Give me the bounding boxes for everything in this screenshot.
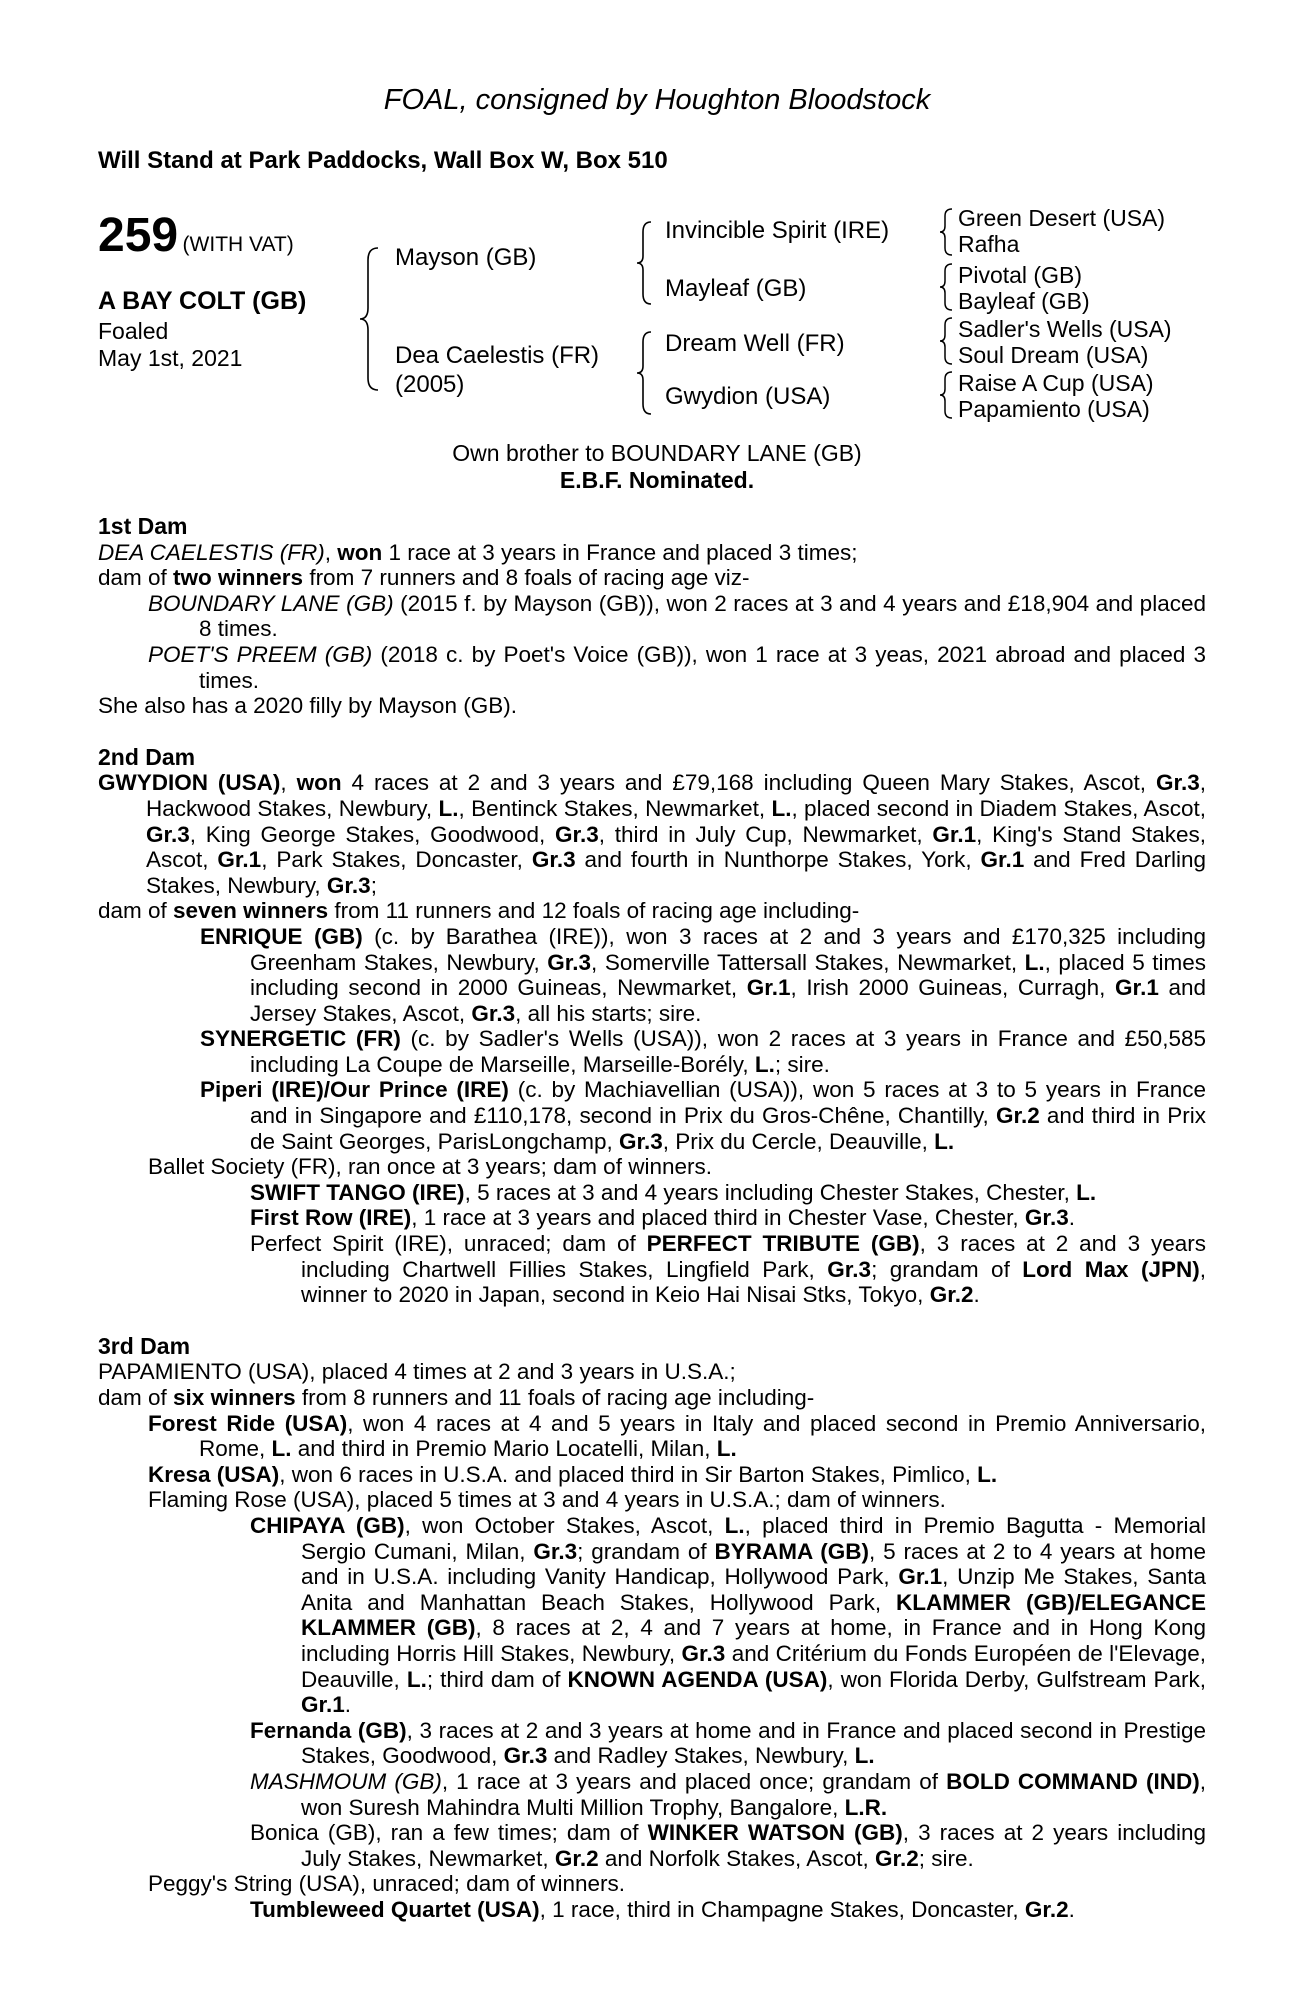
produce-piperi: Piperi (IRE)/Our Prince (IRE) (c. by Machiavellian (USA)), won 5 races at 3 to 5 years in France and in Singapore and £110,178, second in Prix du Gros-Chêne, Chantilly, Gr.2 and third in Prix de Saint Georges, ParisLongchamp, Gr.3, Prix du Cercle, Deauville, L. xyxy=(200,1077,1206,1154)
pedigree-sire: Mayson (GB) xyxy=(395,244,537,271)
pedigree-brace-g3-3 xyxy=(938,316,954,366)
ebf-nominated-note: E.B.F. Nominated. xyxy=(559,467,755,493)
produce-synergetic: SYNERGETIC (FR) (c. by Sadler's Wells (USA)), won 2 races at 3 years in France and £50,585 including La Coupe de Marseille, Marseille-Borély, L.; sire. xyxy=(200,1026,1206,1077)
lot-number: 259 xyxy=(98,209,179,262)
dam3-produce: dam of six winners from 8 runners and 11 foals of racing age including- xyxy=(98,1385,815,1410)
pedigree-g3-1: Green Desert (USA) xyxy=(958,205,1166,231)
pedigree-brace-g3-1 xyxy=(938,207,954,257)
own-brother-note: Own brother to BOUNDARY LANE (GB) xyxy=(452,440,862,466)
pedigree-g3-3: Pivotal (GB) xyxy=(958,262,1082,288)
produce-bonica: Bonica (GB), ran a few times; dam of WINKER WATSON (GB), 3 races at 2 years including July Stakes, Newmarket, Gr.2 and Norfolk Stakes, Ascot, Gr.2; sire. xyxy=(250,1820,1207,1871)
dam2-title: 2nd Dam xyxy=(98,743,196,770)
pedigree-brace-main xyxy=(358,246,380,392)
dam2-produce: dam of seven winners from 11 runners and 12 foals of racing age including- xyxy=(98,898,860,924)
pedigree-g3-7: Raise A Cup (USA) xyxy=(958,370,1154,396)
produce-first-row: First Row (IRE), 1 race at 3 years and placed third in Chester Vase, Chester, Gr.3. xyxy=(250,1205,1075,1231)
stand-location: Will Stand at Park Paddocks, Wall Box W, Box 510 xyxy=(98,147,668,174)
produce-swift-tango: SWIFT TANGO (IRE), 5 races at 3 and 4 years including Chester Stakes, Chester, L. xyxy=(250,1179,1097,1205)
produce-forest-ride: Forest Ride (USA), won 4 races at 4 and 5 years in Italy and placed second in Premio Anniversario, Rome, L. and third in Premio Mario Locatelli, Milan, L. xyxy=(148,1410,1207,1462)
pedigree-brace-sire xyxy=(635,220,653,306)
pedigree-brace-g3-4 xyxy=(938,370,954,420)
dam3-entry: PAPAMIENTO (USA), placed 4 times at 2 and 3 years in U.S.A.; xyxy=(98,1359,736,1385)
pedigree-dam: Dea Caelestis (FR) xyxy=(395,342,600,369)
pedigree-g3-8: Papamiento (USA) xyxy=(958,396,1150,422)
pedigree-g3-6: Soul Dream (USA) xyxy=(958,342,1149,368)
pedigree-sire-dam: Mayleaf (GB) xyxy=(665,275,807,302)
consignment-heading: FOAL, consigned by Houghton Bloodstock xyxy=(383,84,931,116)
foaled-date: May 1st, 2021 xyxy=(98,345,243,371)
produce-mashmoum: MASHMOUM (GB), 1 race at 3 years and placed once; grandam of BOLD COMMAND (IND), won Suresh Mahindra Multi Million Trophy, Bangalore, L.R. xyxy=(250,1768,1206,1820)
pedigree-brace-g3-2 xyxy=(938,262,954,312)
pedigree-dam-dam: Gwydion (USA) xyxy=(665,383,831,410)
produce-chipaya: CHIPAYA (GB), won October Stakes, Ascot, L., placed third in Premio Bagutta - Memorial Sergio Cumani, Milan, Gr.3; grandam of BYRAMA (GB), 5 races at 2 to 4 years at home and in U.S.A. including Vanity Handicap, Hollywood Park, Gr.1, Unzip Me Stakes, Santa Anita and Manhattan Beach Stakes, Hollywood Park, KLAMMER (GB)/ELEGANCE KLAMMER (GB), 8 races at 2, 4 and 7 years at home, in France and in Hong Kong including Horris Hill Stakes, Newbury, Gr.3 and Critérium du Fonds Européen de l'Elevage, Deauville, L.; third dam of KNOWN AGENDA (USA), won Florida Derby, Gulfstream Park, Gr.1. xyxy=(250,1512,1207,1718)
produce-enrique: ENRIQUE (GB) (c. by Barathea (IRE)), won 3 races at 2 and 3 years and £170,325 including Greenham Stakes, Newbury, Gr.3, Somerville Tattersall Stakes, Newmarket, L., placed 5 times including second in 2000 Guineas, Newmarket, Gr.1, Irish 2000 Guineas, Curragh, Gr.1 and Jersey Stakes, Ascot, Gr.3, all his starts; sire. xyxy=(200,923,1206,1026)
lot-number-block xyxy=(98,208,294,263)
produce-peggys-string: Peggy's String (USA), unraced; dam of winners. xyxy=(148,1871,626,1897)
dam1-title: 1st Dam xyxy=(98,513,188,539)
pedigree-dam-sire: Dream Well (FR) xyxy=(665,330,845,357)
dam1-entry: DEA CAELESTIS (FR), won 1 race at 3 years in France and placed 3 times; xyxy=(98,539,858,565)
produce-ballet-society: Ballet Society (FR), ran once at 3 years; dam of winners. xyxy=(148,1154,712,1180)
produce-kresa: Kresa (USA), won 6 races in U.S.A. and placed third in Sir Barton Stakes, Pimlico, L. xyxy=(148,1461,998,1487)
pedigree-g3-4: Bayleaf (GB) xyxy=(958,288,1090,314)
foaled-label: Foaled xyxy=(98,318,169,344)
produce-boundary-lane: BOUNDARY LANE (GB) (2015 f. by Mayson (GB)), won 2 races at 3 and 4 years and £18,904 and placed 8 times. xyxy=(148,590,1206,642)
catalogue-body xyxy=(98,514,1206,1922)
produce-perfect-spirit: Perfect Spirit (IRE), unraced; dam of PERFECT TRIBUTE (GB), 3 races at 2 and 3 years including Chartwell Fillies Stakes, Lingfield Park, Gr.3; grandam of Lord Max (JPN), winner to 2020 in Japan, second in Keio Hai Nisai Stks, Tokyo, Gr.2. xyxy=(250,1231,1207,1308)
pedigree-g3-2: Rafha xyxy=(958,231,1020,257)
vat-label: (WITH VAT) xyxy=(182,233,294,256)
foaled-info xyxy=(98,318,242,372)
produce-flaming-rose: Flaming Rose (USA), placed 5 times at 3 and 4 years in U.S.A.; dam of winners. xyxy=(148,1487,946,1513)
lot-title: A BAY COLT (GB) xyxy=(98,287,307,315)
dam3-title: 3rd Dam xyxy=(98,1332,191,1359)
dam2-entry: GWYDION (USA), won 4 races at 2 and 3 years and £79,168 including Queen Mary Stakes, Ascot, Gr.3, Hackwood Stakes, Newbury, L., Bentinck Stakes, Newmarket, L., placed second in Diadem Stakes, Ascot, Gr.3, King George Stakes, Goodwood, Gr.3, third in July Cup, Newmarket, Gr.1, King's Stand Stakes, Ascot, Gr.1, Park Stakes, Doncaster, Gr.3 and fourth in Nunthorpe Stakes, York, Gr.1 and Fred Darling Stakes, Newbury, Gr.3; xyxy=(98,770,1207,898)
dam1-produce: dam of two winners from 7 runners and 8 foals of racing age viz- xyxy=(98,565,750,591)
produce-fernanda: Fernanda (GB), 3 races at 2 and 3 years at home and in France and placed second in Prestige Stakes, Goodwood, Gr.3 and Radley Stakes, Newbury, L. xyxy=(250,1717,1206,1769)
pedigree-sire-sire: Invincible Spirit (IRE) xyxy=(665,217,890,244)
dam1-note: She also has a 2020 filly by Mayson (GB). xyxy=(98,693,517,719)
pedigree-g3-5: Sadler's Wells (USA) xyxy=(958,316,1172,342)
pedigree-dam-year: (2005) xyxy=(395,371,465,398)
pedigree-brace-dam xyxy=(635,330,653,416)
produce-poets-preem: POET'S PREEM (GB) (2018 c. by Poet's Voice (GB)), won 1 race at 3 yeas, 2021 abroad and placed 3 times. xyxy=(148,641,1206,693)
produce-tumbleweed-quartet: Tumbleweed Quartet (USA), 1 race, third in Champagne Stakes, Doncaster, Gr.2. xyxy=(250,1896,1075,1922)
